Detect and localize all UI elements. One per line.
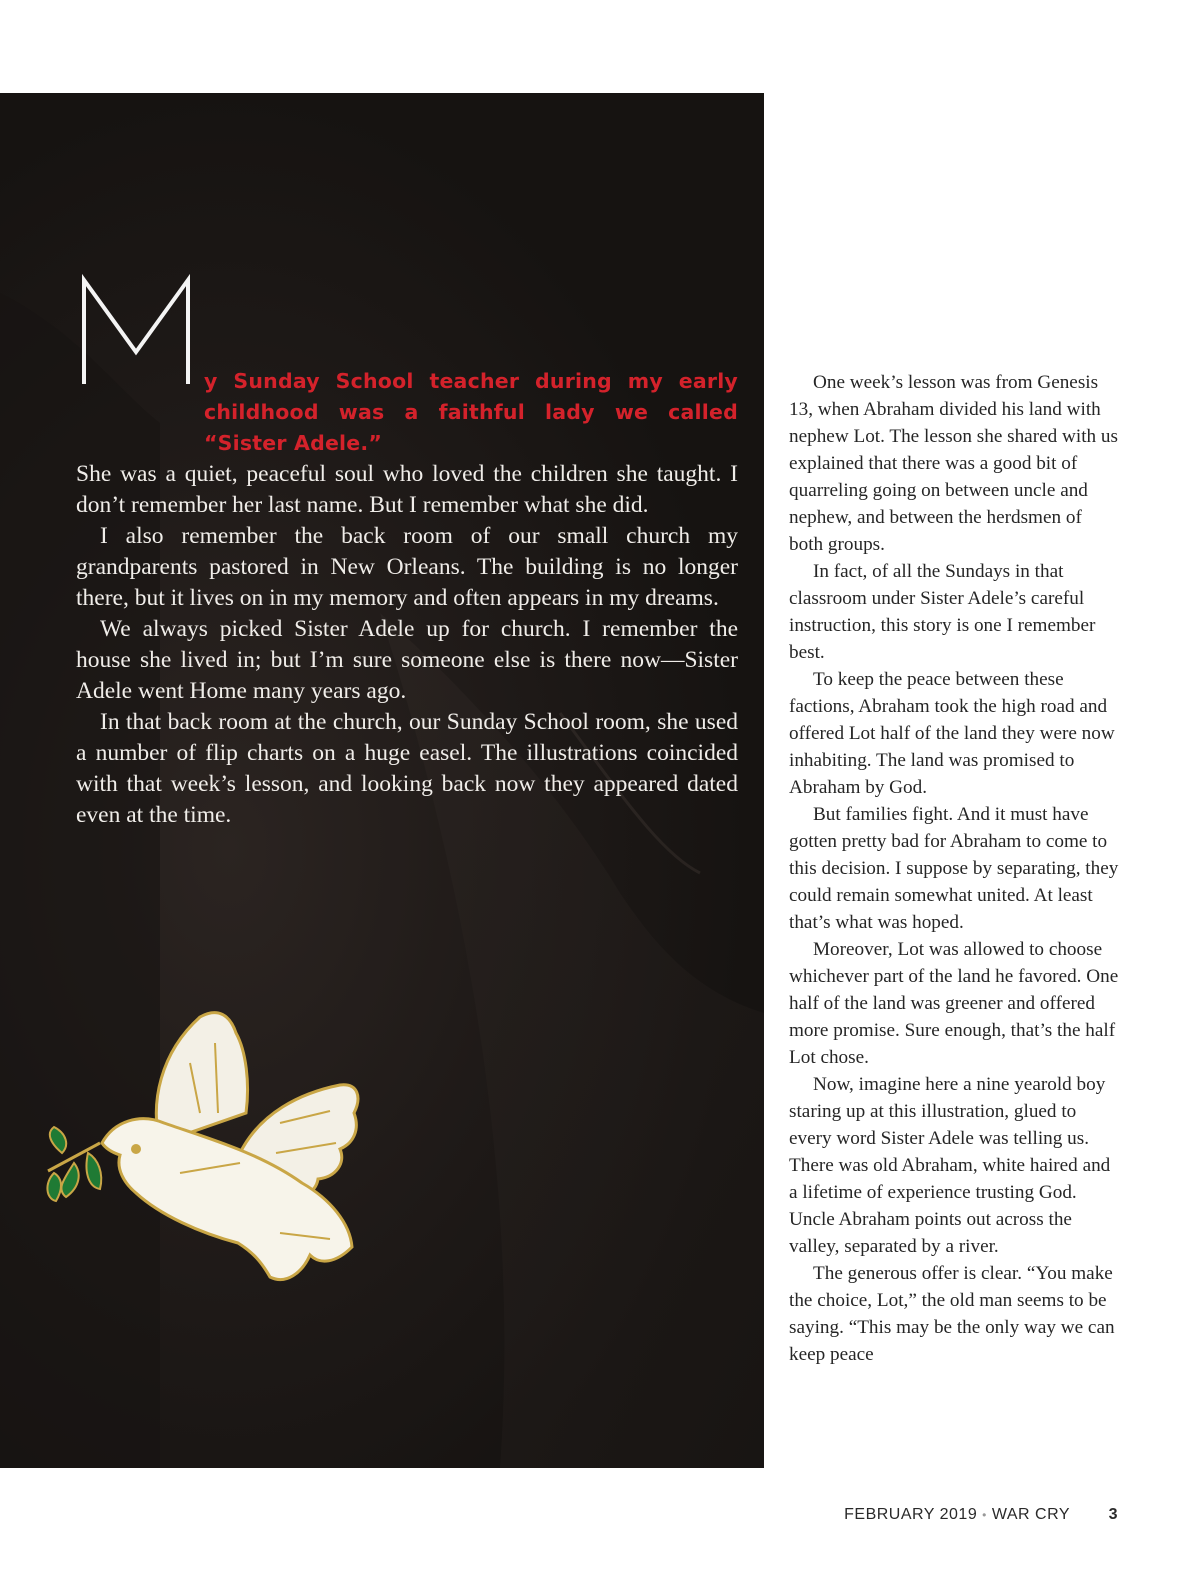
lead-paragraph: We always picked Sister Adele up for church. I remember the house she lived in; but I’m sure someone else is there now—Sister Adele went Home many years ago. (76, 616, 738, 704)
body-paragraph: In fact, of all the Sundays in that classroom under Sister Adele’s careful instruction, this story is one I remember best. (789, 561, 1096, 663)
footer-issue (844, 1506, 1070, 1524)
footer-separator: • (982, 1508, 987, 1522)
lead-column (76, 366, 738, 831)
body-column (789, 369, 1119, 1368)
lead-intro: y Sunday School teacher during my early childhood was a faithful lady we called “Sister Adele.” (204, 369, 738, 455)
lead-paragraph: She was a quiet, peaceful soul who loved the children she taught. I don’t remember her last name. But I remember what she did. (76, 461, 738, 518)
lead-paragraph: In that back room at the church, our Sunday School room, she used a number of flip charts on a huge easel. The illustrations coincided with that week’s lesson, and looking back now they appeared dated even at the time. (76, 709, 738, 828)
dove-lapel-pin-icon (40, 1003, 370, 1293)
footer-date: FEBRUARY 2019 (844, 1506, 978, 1523)
body-paragraph: To keep the peace between these factions, Abraham took the high road and offered Lot half of the land they were now inhabiting. The land was promised to Abraham by God. (789, 669, 1115, 798)
olive-branch-icon (47, 1127, 101, 1201)
footer-publication: WAR CRY (991, 1506, 1070, 1523)
lead-paragraph: I also remember the back room of our small church my grandparents pastored in New Orleans. The building is no longer there, but it lives on in my memory and often appears in my dreams. (76, 523, 738, 611)
body-paragraph: Now, imagine here a nine yearold boy staring up at this illustration, glued to every word Sister Adele was telling us. There was old Abraham, white haired and a lifetime of experience trusting God. Uncle Abraham points out across the valley, separated by a river. (789, 1074, 1111, 1257)
page-footer (820, 1506, 1120, 1530)
page-number: 3 (1108, 1506, 1118, 1523)
body-paragraph: Moreover, Lot was allowed to choose whichever part of the land he favored. One half of the land was greener and offered more promise. Sure enough, that’s the half Lot chose. (789, 939, 1119, 1068)
body-paragraph: The generous offer is clear. “You make the choice, Lot,” the old man seems to be saying. “This may be the only way we can keep peace (789, 1263, 1115, 1365)
body-paragraph: But families fight. And it must have gotten pretty bad for Abraham to come to this decision. I suppose by separating, they could remain somewhat united. At least that’s what was hoped. (789, 804, 1119, 933)
body-paragraph: One week’s lesson was from Genesis 13, when Abraham divided his land with nephew Lot. The lesson she shared with us explained that there was a good bit of quarreling going on between uncle and nephew, and between the herdsmen of both groups. (789, 372, 1118, 555)
